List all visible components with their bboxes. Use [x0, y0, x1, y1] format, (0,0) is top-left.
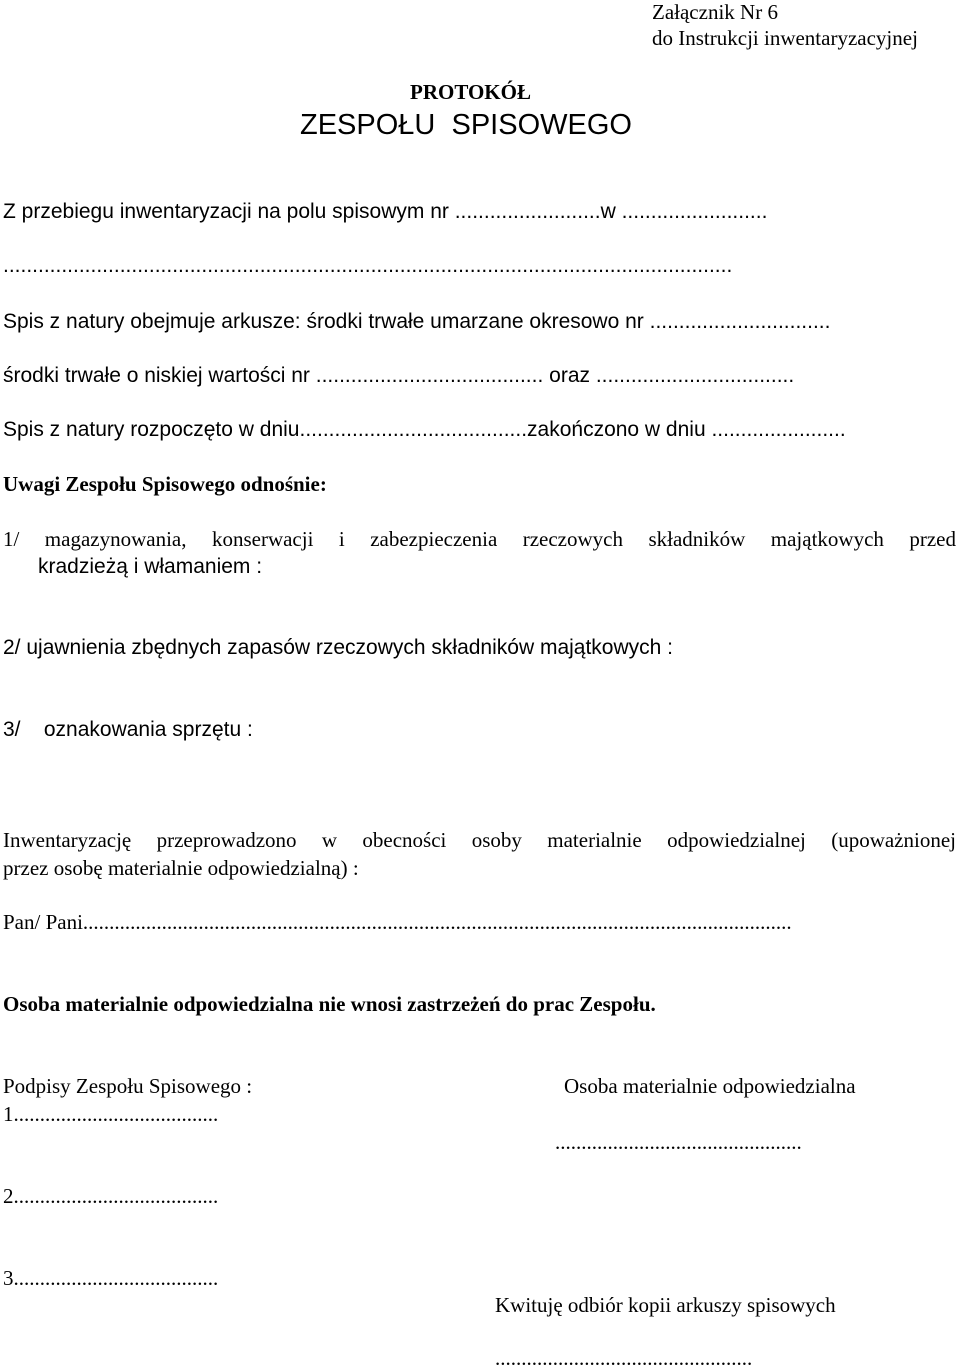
team-title: ZESPOŁU SPISOWEGO	[300, 109, 632, 141]
presence-statement: Inwentaryzację przeprowadzono w obecności osoby materialnie odpowiedzialnej (upoważnionej	[3, 828, 956, 852]
remarks-item-1: 1/ magazynowania, konserwacji i zabezpieczenia rzeczowych składników majątkowych przed	[3, 527, 956, 551]
presence-statement-continued: przez osobę materialnie odpowiedzialną) :	[3, 856, 359, 880]
low-value-assets-line: środki trwałe o niskiej wartości nr ....................................... oraz ..................................	[3, 364, 795, 387]
team-member-1-signature: 1.......................................	[3, 1102, 219, 1126]
inventory-dates-line: Spis z natury rozpoczęto w dniu.......................................zakończono w dniu .......................	[3, 418, 846, 441]
inventory-sheets-line: Spis z natury obejmuje arkusze: środki trwałe umarzane okresowo nr ...............................	[3, 310, 831, 333]
remarks-item-3: 3/ oznakowania sprzętu :	[3, 718, 253, 741]
no-objections-statement: Osoba materialnie odpowiedzialna nie wnosi zastrzeżeń do prac Zespołu.	[3, 992, 656, 1016]
attachment-number: Załącznik Nr 6	[652, 0, 778, 24]
responsible-person-signature: ...............................................	[555, 1130, 802, 1154]
team-member-2-signature: 2.......................................	[3, 1184, 219, 1208]
intro-dotted-line: .............................................................................................................................	[3, 254, 733, 277]
intro-field-line: Z przebiegu inwentaryzacji na polu spisowym nr .........................w .........................	[3, 200, 768, 223]
receipt-signature: .................................................	[495, 1346, 753, 1370]
person-name-line: Pan/ Pani.......................................................................................................................................	[3, 910, 792, 934]
remarks-item-1-continued: kradzieżą i włamaniem :	[38, 555, 263, 578]
remarks-item-2: 2/ ujawnienia zbędnych zapasów rzeczowych składników majątkowych :	[3, 636, 673, 659]
attachment-reference: do Instrukcji inwentaryzacyjnej	[652, 26, 918, 50]
team-member-3-signature: 3.......................................	[3, 1266, 219, 1290]
receipt-heading: Kwituję odbiór kopii arkuszy spisowych	[495, 1293, 836, 1317]
remarks-heading: Uwagi Zespołu Spisowego odnośnie:	[3, 472, 327, 496]
team-signatures-heading: Podpisy Zespołu Spisowego :	[3, 1074, 253, 1098]
protocol-title: PROTOKÓŁ	[410, 80, 531, 104]
responsible-person-heading: Osoba materialnie odpowiedzialna	[564, 1074, 856, 1098]
